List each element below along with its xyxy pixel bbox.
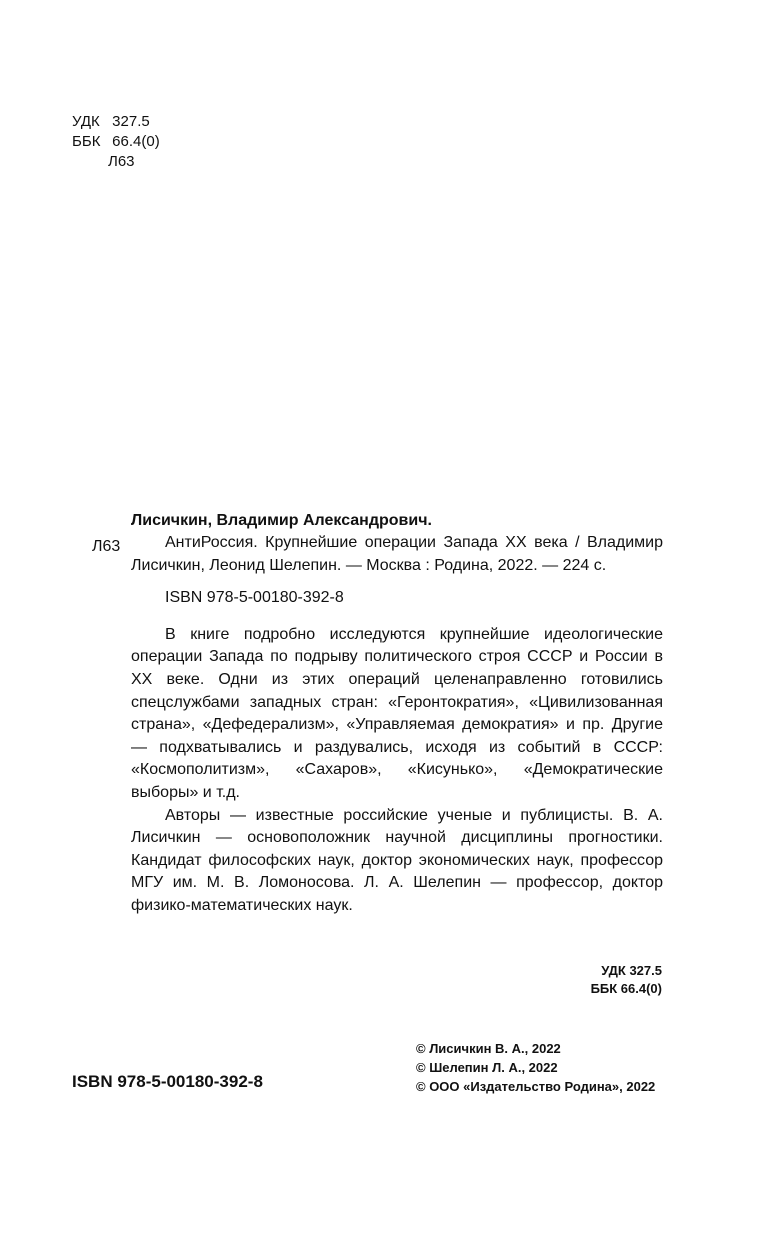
footer-isbn: ISBN 978-5-00180-392-8 <box>72 1072 263 1091</box>
annotation-paragraph-1: В книге подробно исследуются крупнейшие идеологические операции Запада по подрыву политического строя СССР и России в XX веке. Одни из этих операций целенаправленно готовились спецслужбами западных стран: «Геронтократия», «Цивилизованная страна», «Дефедерализм», «Управляемая демократия» и пр. Другие — подхватывались и раздувались, исходя из событий в СССР: «Космополитизм», «Сахаров», «Кисунько», «Демократические выборы» и т.д. <box>131 625 663 801</box>
author-sign: Л63 <box>108 153 135 170</box>
right-udk: УДК 327.5 <box>601 963 662 978</box>
udk-value: 327.5 <box>112 113 150 130</box>
catalog-isbn: ISBN 978-5-00180-392-8 <box>165 589 344 607</box>
copyright-block <box>416 1039 655 1096</box>
udk-label: УДК <box>72 113 100 130</box>
bbk-label: ББК <box>72 133 101 150</box>
copyright-line: © Шелепин Л. А., 2022 <box>416 1060 558 1075</box>
bbk-line <box>72 132 160 152</box>
catalog-author-sign: Л63 <box>92 538 121 555</box>
classification-codes <box>72 112 160 172</box>
right-bbk: ББК 66.4(0) <box>590 981 662 996</box>
catalog-entry <box>131 532 663 918</box>
udk-line <box>72 112 160 132</box>
copyright-line: © Лисичкин В. А., 2022 <box>416 1041 561 1056</box>
bbk-value: 66.4(0) <box>112 133 160 150</box>
copyright-line: © ООО «Издательство Родина», 2022 <box>416 1079 656 1094</box>
right-classification-codes <box>591 962 662 998</box>
catalog-title-block: АнтиРоссия. Крупнейшие операции Запада XX века / Владимир Лисичкин, Леонид Шелепин. — Москва : Родина, 2022. — 224 с. <box>131 534 663 574</box>
annotation-paragraph-2: Авторы — известные российские ученые и публицисты. В. А. Лисичкин — основоположник научной дисциплины прогностики. Кандидат философских наук, доктор экономических наук, профессор МГУ им. М. В. Ломоносова. Л. А. Шелепин — профессор, доктор физико-математических наук. <box>131 806 663 914</box>
catalog-author: Лисичкин, Владимир Александрович. <box>131 512 432 529</box>
